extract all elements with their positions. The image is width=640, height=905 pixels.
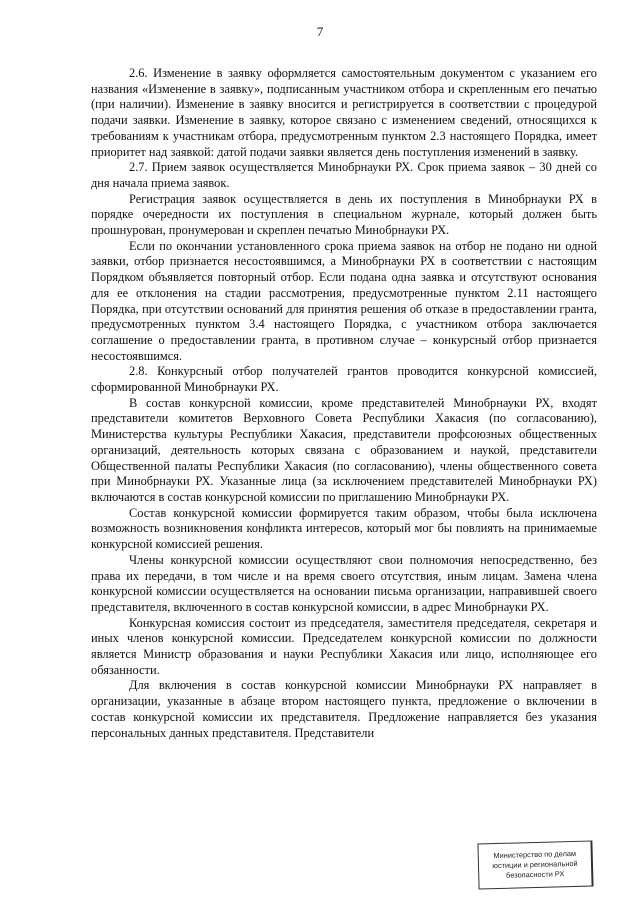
paragraph-member-powers: Члены конкурсной комиссии осуществляют свои полномочия непосредственно, без права их передачи, в том числе и на время своего отсутствия, иным лицам. Замена члена конкурсной комиссии осуществляется на основании письма организации, направившей своего представителя, включенного в состав конкурсной комиссии, в адрес Минобрнауки РХ.	[91, 552, 597, 614]
document-body	[91, 66, 597, 741]
stamp-line: безопасности РХ	[505, 869, 565, 880]
paragraph-2-7: 2.7. Прием заявок осуществляется Минобрнауки РХ. Срок приема заявок – 30 дней со дня начала приема заявок.	[91, 160, 597, 190]
page-number: 7	[316, 24, 324, 39]
paragraph-chairman: Конкурсная комиссия состоит из председателя, заместителя председателя, секретаря и иных членов конкурсной комиссии. Председателем конкурсной комиссии по должности является Министр образования и науки Республики Хакасия или лицо, исполняющее его обязанности.	[91, 615, 597, 677]
stamp-line: юстиции и региональной	[492, 858, 578, 871]
paragraph-commission-composition: В состав конкурсной комиссии, кроме представителей Минобрнауки РХ, входят представители комитетов Верховного Совета Республики Хакасия (по согласованию), Министерства культуры Республики Хакасия, представители профсоюзных общественных организаций, деятельность которых связана с образованием и наукой, представители Общественной палаты Республики Хакасия (по согласованию), члены общественного совета при Минобрнауки РХ. Указанные лица (за исключением представителей Минобрнауки РХ) включаются в состав конкурсной комиссии по приглашению Минобрнауки РХ.	[91, 395, 597, 504]
registration-stamp	[477, 841, 593, 890]
paragraph-2-6: 2.6. Изменение в заявку оформляется самостоятельным документом с указанием его названия «Изменение в заявку», подписанным участником отбора и скрепленным его печатью (при наличии). Изменение в заявку вносится и регистрируется в соответствии с процедурой подачи заявки. Изменение в заявку, которое связано с изменением сведений, относящихся к требованиям к участникам отбора, предусмотренным пунктом 2.3 настоящего Порядка, имеет приоритет над заявкой: датой подачи заявки является день поступления изменений в заявку.	[91, 66, 597, 159]
stamp-line: Министерство по делам	[493, 848, 577, 861]
paragraph-conflict-of-interest: Состав конкурсной комиссии формируется таким образом, чтобы была исключена возможность возникновения конфликта интересов, который мог бы повлиять на принимаемые конкурсной комиссией решения.	[91, 505, 597, 552]
paragraph-inclusion: Для включения в состав конкурсной комиссии Минобрнауки РХ направляет в организации, указанные в абзаце втором настоящего пункта, предложение о включении в состав конкурсной комиссии их представителя. Предложение направляется без указания персональных данных представителя. Представители	[91, 678, 597, 740]
paragraph-registration: Регистрация заявок осуществляется в день их поступления в Минобрнауки РХ в порядке очередности их поступления в специальном журнале, который должен быть прошнурован, пронумерован и скреплен печатью Минобрнауки РХ.	[91, 191, 597, 238]
paragraph-no-applications: Если по окончании установленного срока приема заявок на отбор не подано ни одной заявки, отбор признается несостоявшимся, а Минобрнауки РХ в соответствии с настоящим Порядком объявляется повторный отбор. Если подана одна заявка и отсутствуют основания для ее отклонения на стадии рассмотрения, предусмотренные пунктом 2.11 настоящего Порядка, при отсутствии оснований для принятия решения об отказе в предоставлении гранта, предусмотренных пунктом 3.4 настоящего Порядка, с участником отбора заключается соглашение о предоставлении гранта, в противном случае – конкурсный отбор признается несостоявшимся.	[91, 238, 597, 363]
paragraph-2-8: 2.8. Конкурсный отбор получателей грантов проводится конкурсной комиссией, сформированной Минобрнауки РХ.	[91, 364, 597, 395]
